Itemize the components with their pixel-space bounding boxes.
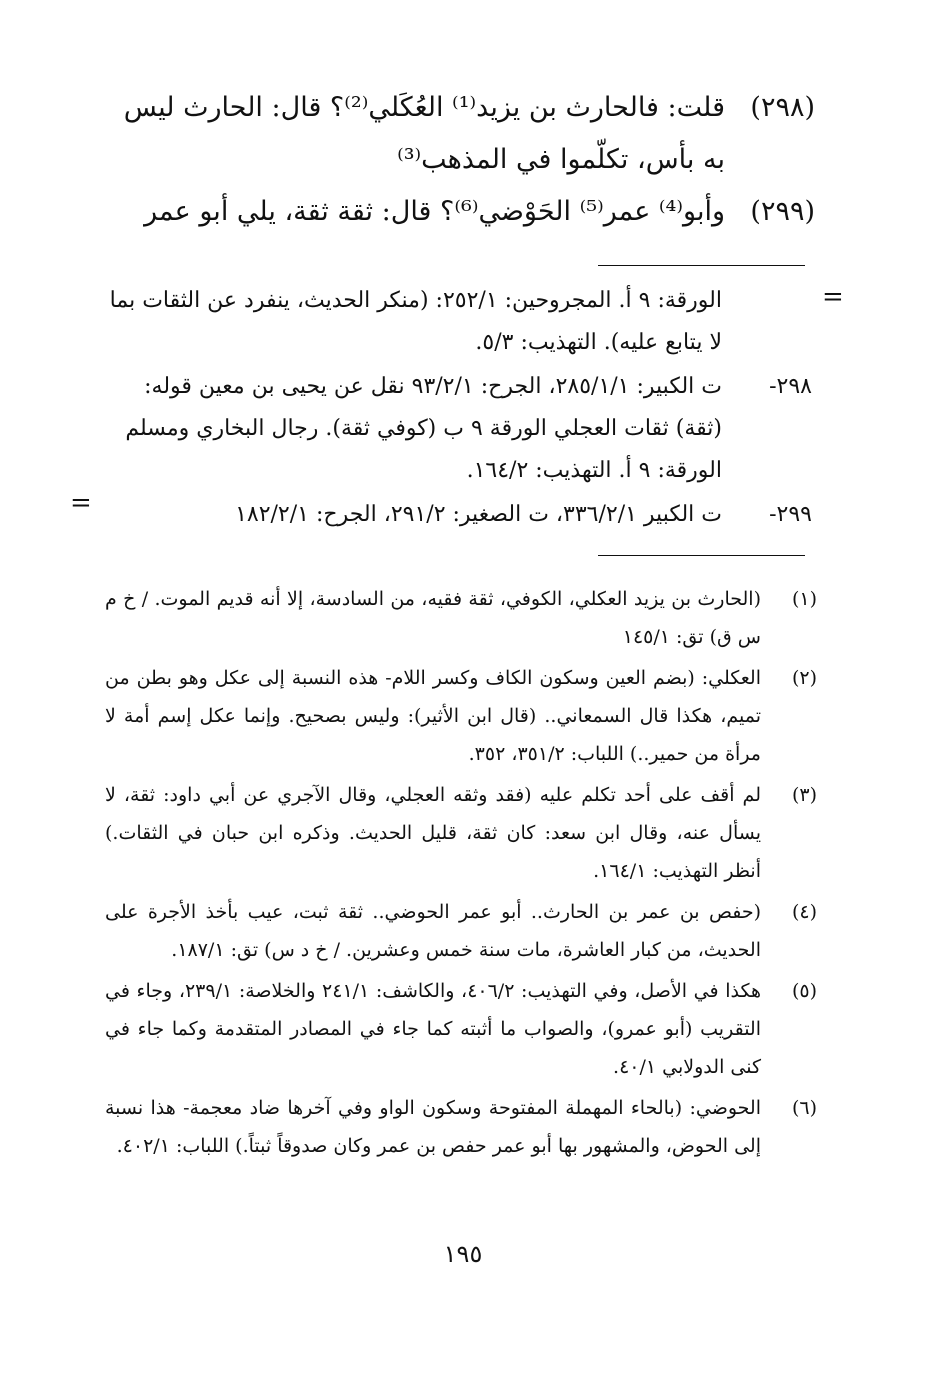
- note-text: الورقة: ٩ أ. المجروحين: ٢٥٢/١: (منكر الحديث، ينفرد عن الثقات بما لا يتابع عليه). التهذيب: ٥/٣.: [109, 288, 722, 355]
- footnotes-separator-rule: [598, 555, 805, 556]
- footnote-number: (٣): [791, 784, 817, 806]
- continuation-mark-bottom: =: [70, 488, 92, 518]
- footnote-text: لم أقف على أحد تكلم عليه (فقد وثقه العجلي، وقال الآجري عن أبي داود: ثقة، لا يسأل عنه، وقال ابن سعد: كان ثقة، قليل الحديث. وذكره ابن حبان في الثقات.) أنظر التهذيب: ١٦٤/١.: [105, 784, 761, 882]
- footnote-1: [105, 580, 817, 656]
- footnote-text: (الحارث بن يزيد العكلي، الكوفي، ثقة فقيه، من السادسة، إلا أنه قديم الموت. / خ م س ق) تق: ١٤٥/١: [105, 588, 761, 648]
- footnote-3: [105, 776, 817, 890]
- main-paragraph-298: [100, 82, 815, 186]
- footnote-text: الحوضي: (بالحاء المهملة المفتوحة وسكون الواو وفي آخرها ضاد معجمة- هذا نسبة إلى الحوض، والمشهور بها أبو عمر حفص بن عمر وكان صدوقاً ثبتاً.) اللباب: ٤٠٢/١.: [105, 1097, 761, 1157]
- paragraph-text: وأبو⁽⁴⁾ عمر⁽⁵⁾ الحَوْضي⁽⁶⁾؟ قال: ثقة ثقة، يلي أبو عمر: [144, 196, 725, 227]
- note-299: [100, 494, 812, 536]
- paragraph-number: (٢٩٩): [750, 196, 815, 227]
- footnote-4: [105, 893, 817, 969]
- footnote-2: [105, 659, 817, 773]
- footnote-number: (٤): [791, 901, 817, 923]
- main-paragraph-299: [100, 186, 815, 238]
- footnote-number: (٢): [791, 667, 817, 689]
- footnote-number: (١): [791, 588, 817, 610]
- main-text: [100, 82, 815, 238]
- paragraph-text: قلت: فالحارث بن يزيد⁽¹⁾ العُكَلي⁽²⁾؟ قال: الحارث ليس به بأس، تكلّموا في المذهب⁽³⁾: [123, 92, 725, 175]
- footnote-6: [105, 1089, 817, 1165]
- footnotes: [105, 580, 817, 1168]
- note-text: ت الكبير ٣٣٦/٢/١، ت الصغير: ٢٩١/٢، الجرح: ١٨٢/٢/١: [235, 502, 722, 527]
- footnote-number: (٥): [791, 980, 817, 1002]
- note-number: ٢٩٩-: [769, 502, 812, 527]
- footnote-text: العكلي: (بضم العين وسكون الكاف وكسر اللام- هذه النسبة إلى عكل وهو بطن من تميم، هكذا قال السمعاني.. (قال ابن الأثير): وليس بصحيح. وإنما عكل إسم أمة لا مرأة من حمير..) اللباب: ٣٥١/٢، ٣٥٢.: [105, 667, 761, 765]
- paragraph-number: (٢٩٨): [750, 92, 815, 123]
- notes-separator-rule: [598, 265, 805, 266]
- continuation-mark-top: =: [822, 282, 844, 312]
- note-298: [100, 366, 812, 492]
- footnote-text: هكذا في الأصل، وفي التهذيب: ٤٠٦/٢، والكاشف: ٢٤١/١ والخلاصة: ٢٣٩/١، وجاء في التقريب (أبو عمرو)، والصواب ما أثبته كما جاء في المصادر المتقدمة وكما جاء في كنى الدولابي ٤٠/١.: [105, 980, 761, 1078]
- footnote-5: [105, 972, 817, 1086]
- footnote-text: (حفص بن عمر بن الحارث.. أبو عمر الحوضي.. ثقة ثبت، عيب بأخذ الأجرة على الحديث، من كبار العاشرة، مات سنة خمس وعشرين. / خ د س) تق: ١٨٧/١.: [105, 901, 761, 961]
- note-continued: [100, 280, 812, 364]
- note-number: ٢٩٨-: [769, 374, 812, 399]
- note-text: ت الكبير: ٢٨٥/١/١، الجرح: ٩٣/٢/١ نقل عن يحيى بن معين قوله: (ثقة) ثقات العجلي الورقة ٩ ب (كوفي ثقة). رجال البخاري ومسلم الورقة: ٩ أ. التهذيب: ١٦٤/٢.: [125, 374, 722, 483]
- editor-notes: [100, 280, 812, 538]
- footnote-number: (٦): [791, 1097, 817, 1119]
- page-number: ١٩٥: [443, 1240, 483, 1268]
